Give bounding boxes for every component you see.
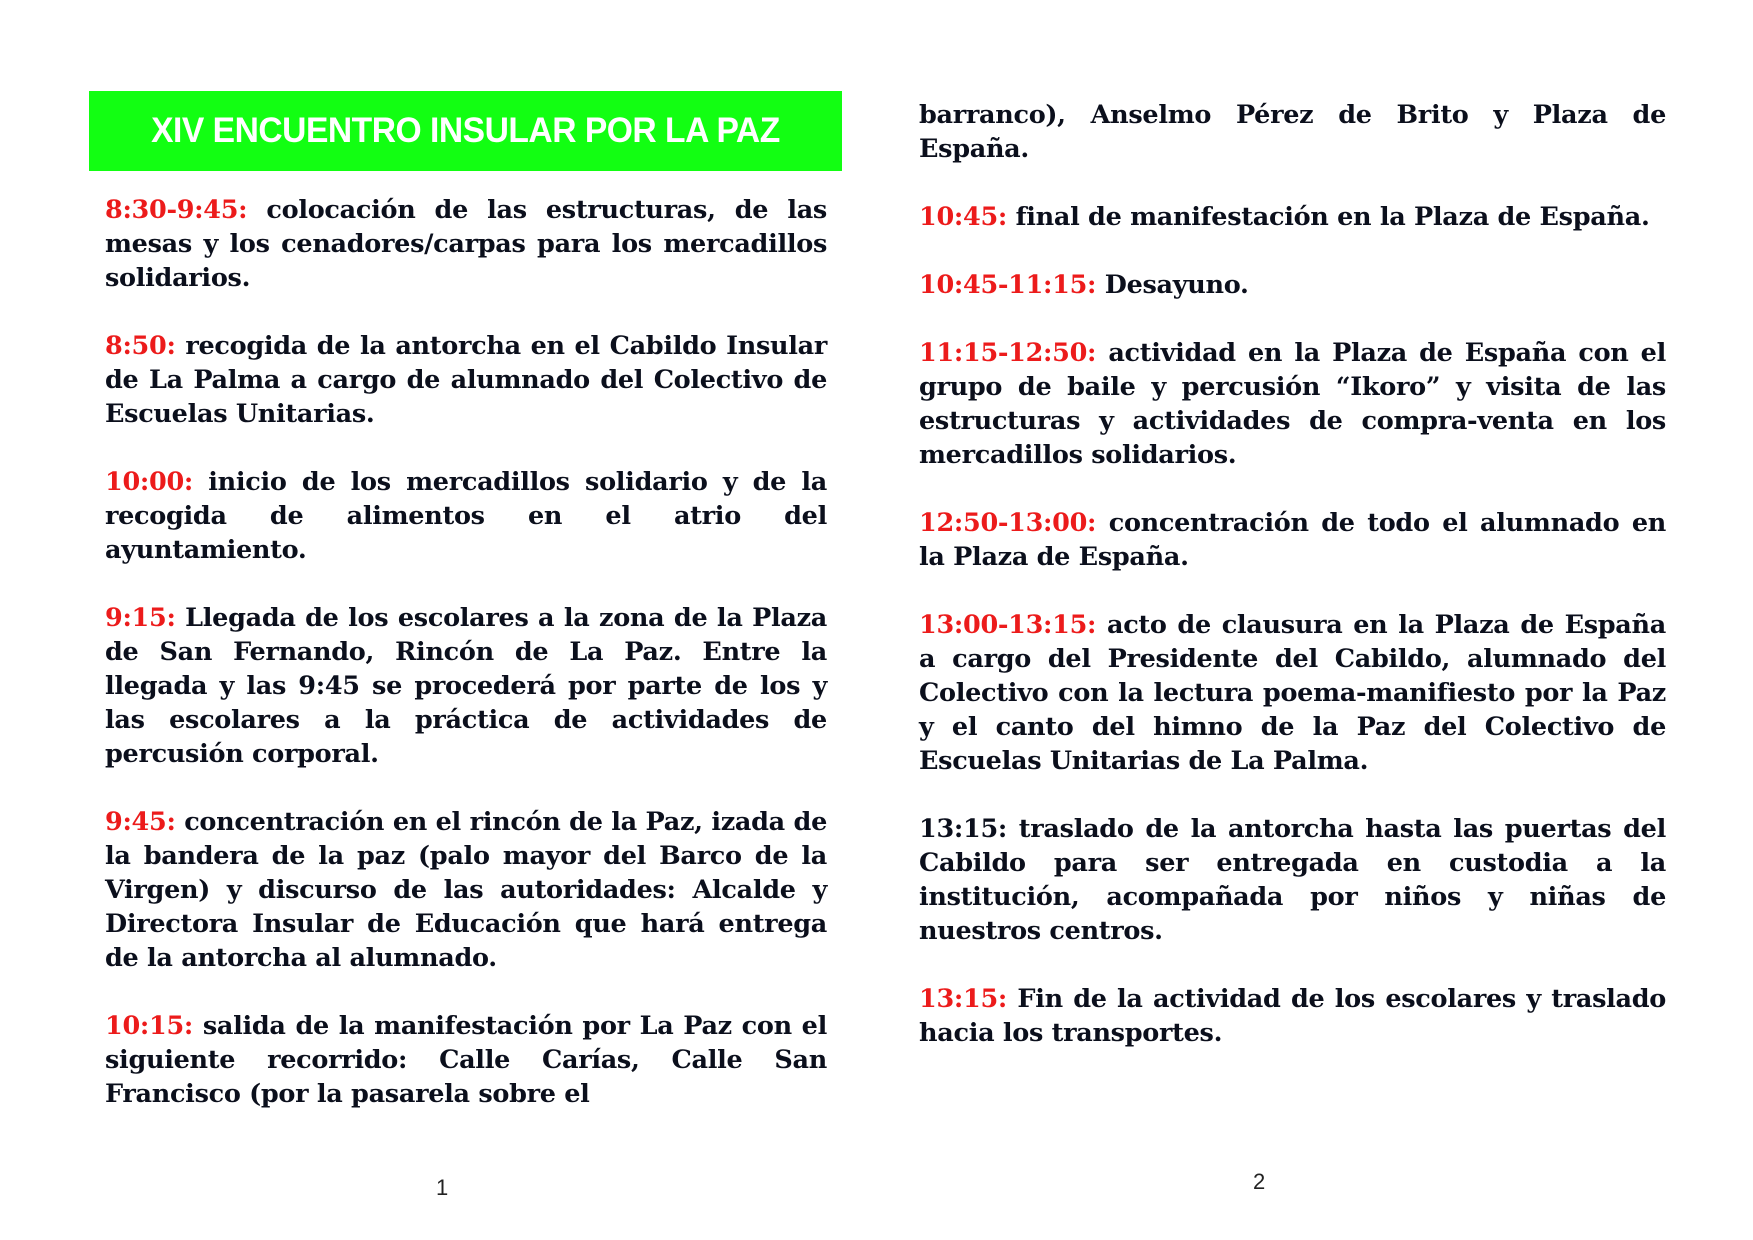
schedule-entry-continuation <box>919 98 1666 166</box>
entry-text: final de manifestación en la Plaza de España. <box>1007 202 1650 232</box>
schedule-column-left <box>105 193 827 1145</box>
entry-time: 13:15: <box>919 984 1007 1014</box>
page-number: 2 <box>1253 1169 1266 1194</box>
entry-time: 10:15: <box>105 1011 193 1041</box>
entry-text: colocación de las estructuras, de las mesas y los cenadores/carpas para los mercadillos solidarios. <box>105 195 827 293</box>
entry-text: acto de clausura en la Plaza de España a cargo del Presidente del Cabildo, alumnado del Colectivo con la lectura poema-manifiesto por la Paz y el canto del himno de la Paz del Colectivo de Escuelas Unitarias de La Palma. <box>919 610 1666 776</box>
entry-text: concentración de todo el alumnado en la Plaza de España. <box>919 508 1666 572</box>
schedule-entry <box>919 812 1666 948</box>
entry-time: 9:15: <box>105 603 176 633</box>
schedule-entry <box>919 982 1666 1050</box>
header-banner <box>89 91 842 171</box>
entry-text: Desayuno. <box>1096 270 1249 300</box>
schedule-entry <box>105 805 827 975</box>
entry-time: 8:30-9:45: <box>105 195 248 225</box>
page-1 <box>0 0 876 1240</box>
schedule-entry <box>919 268 1666 302</box>
entry-time: 11:15-12:50: <box>919 338 1097 368</box>
schedule-column-right <box>919 98 1666 1084</box>
entry-time: 10:00: <box>105 467 193 497</box>
document-title: XIV ENCUENTRO INSULAR POR LA PAZ <box>151 111 780 150</box>
schedule-entry <box>105 1009 827 1111</box>
entry-text: Llegada de los escolares a la zona de la Plaza de San Fernando, Rincón de La Paz. Entre la llegada y las 9:45 se procederá por parte de los y las escolares a la práctica de actividades de percusión corporal. <box>105 603 827 769</box>
entry-text: actividad en la Plaza de España con el grupo de baile y percusión “Ikoro” y visita de las estructuras y actividades de compra-venta en los mercadillos solidarios. <box>919 338 1666 470</box>
schedule-entry <box>105 329 827 431</box>
entry-text: salida de la manifestación por La Paz con el siguiente recorrido: Calle Carías, Calle San Francisco (por la pasarela sobre el <box>105 1011 827 1109</box>
schedule-entry <box>919 336 1666 472</box>
entry-time: 13:15: <box>919 814 1007 844</box>
entry-time: 13:00-13:15: <box>919 610 1097 640</box>
entry-text: traslado de la antorcha hasta las puertas del Cabildo para ser entregada en custodia a la institución, acompañada por niños y niñas de nuestros centros. <box>919 814 1666 946</box>
entry-text: inicio de los mercadillos solidario y de la recogida de alimentos en el atrio del ayuntamiento. <box>105 467 827 565</box>
entry-time: 8:50: <box>105 331 176 361</box>
entry-text: recogida de la antorcha en el Cabildo Insular de La Palma a cargo de alumnado del Colectivo de Escuelas Unitarias. <box>105 331 827 429</box>
entry-text: concentración en el rincón de la Paz, izada de la bandera de la paz (palo mayor del Barco de la Virgen) y discurso de las autoridades: Alcalde y Directora Insular de Educación que hará entrega de la antorcha al alumnado. <box>105 807 827 973</box>
schedule-entry <box>105 465 827 567</box>
schedule-entry <box>919 608 1666 778</box>
entry-time: 9:45: <box>105 807 176 837</box>
schedule-entry <box>919 506 1666 574</box>
schedule-entry <box>919 200 1666 234</box>
schedule-entry <box>105 193 827 295</box>
entry-time: 10:45: <box>919 202 1007 232</box>
page-number: 1 <box>436 1175 449 1200</box>
entry-text: Fin de la actividad de los escolares y traslado hacia los transportes. <box>919 984 1666 1048</box>
entry-time: 10:45-11:15: <box>919 270 1097 300</box>
schedule-entry <box>105 601 827 771</box>
entry-time: 12:50-13:00: <box>919 508 1097 538</box>
entry-text: barranco), Anselmo Pérez de Brito y Plaza de España. <box>919 100 1666 164</box>
